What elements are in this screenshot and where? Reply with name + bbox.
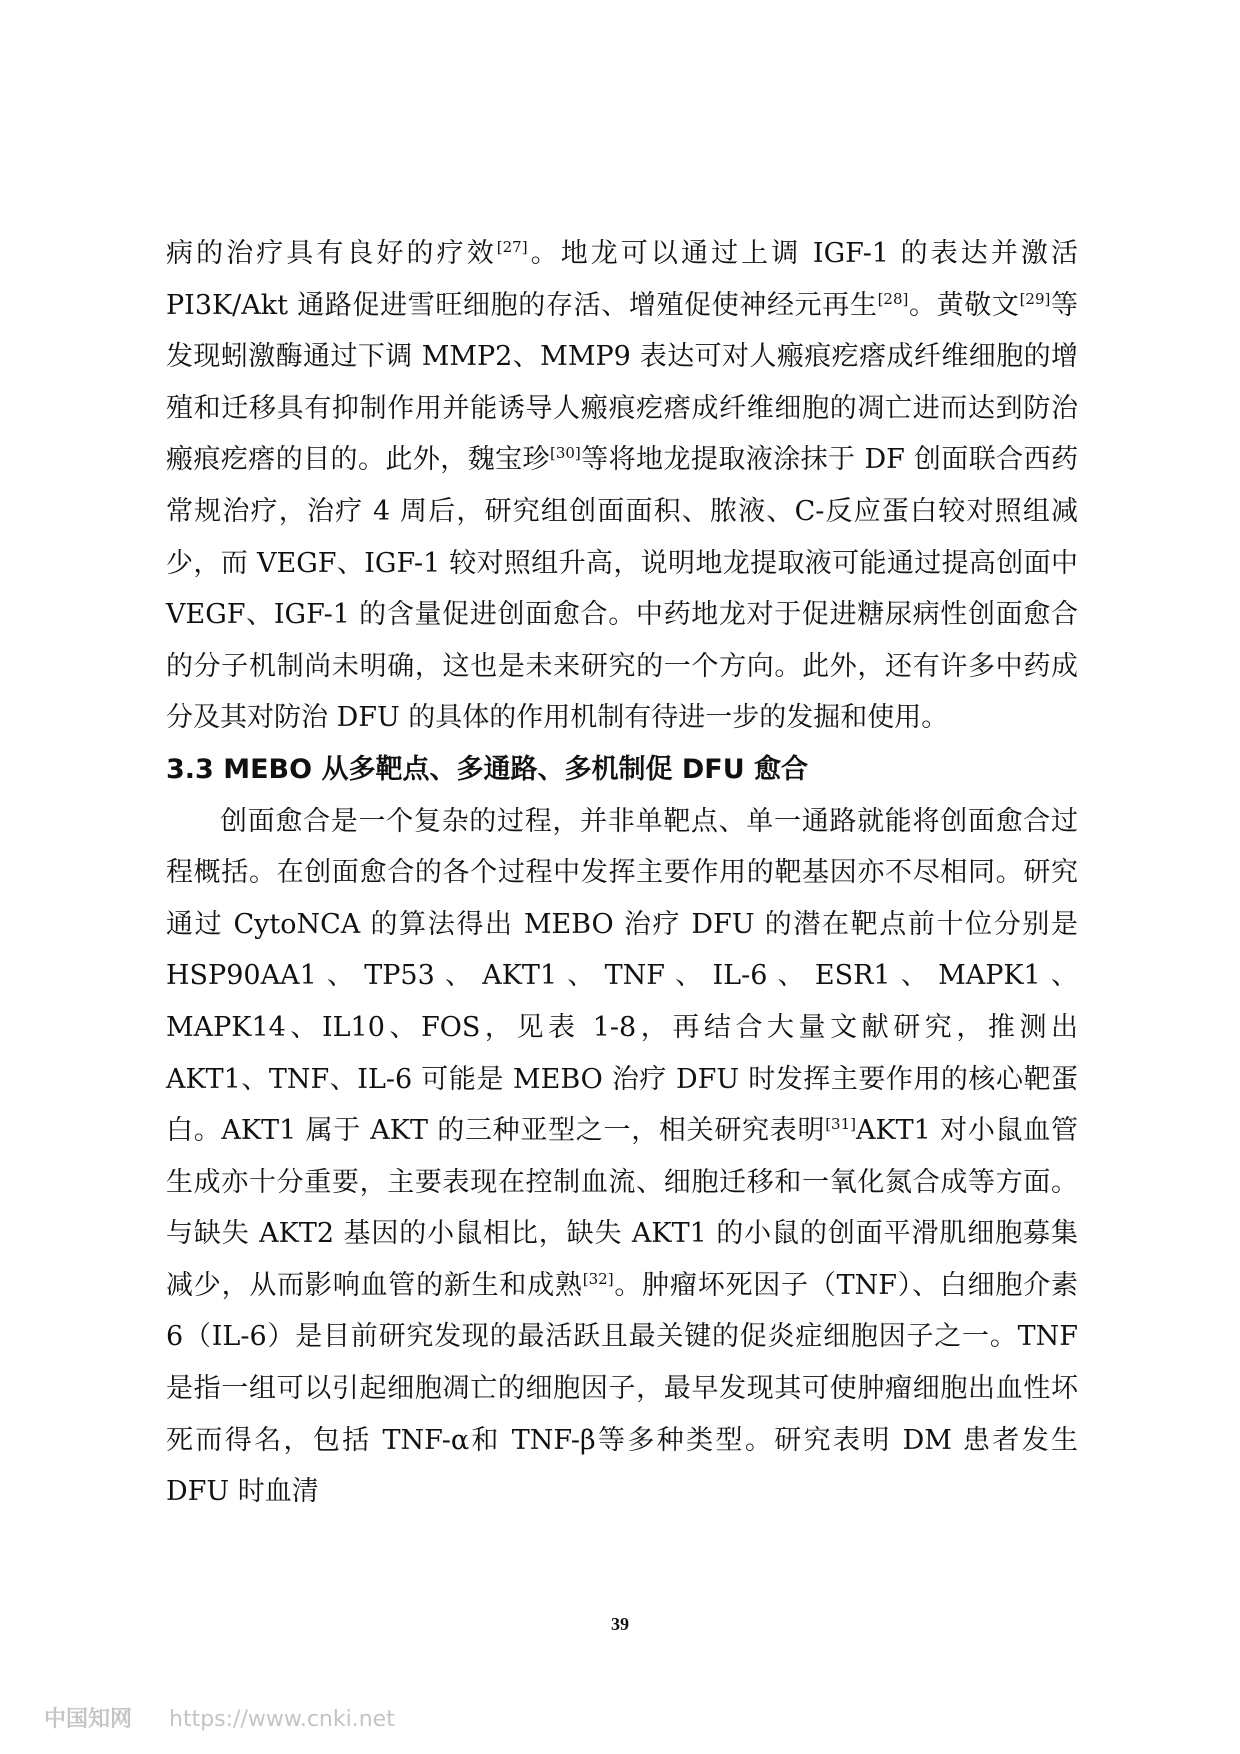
citation-ref: [32] [582, 1269, 614, 1288]
paragraph-text: 等将地龙提取液涂抹于 DF 创面联合西药常规治疗，治疗 4 周后，研究组创面面积、脓液、C-反应蛋白较对照组减少，而 VEGF、IGF-1 较对照组升高，说明地龙提取液可能通过提高创面中 VEGF、IGF-1 的含量促进创面愈合。中药地龙对于促进糖尿病性创面愈合的分子机制尚未明确，这也是未来研究的一个方向。此外，还有许多中药成分及其对防治 DFU 的具体的作用机制有待进一步的发掘和使用。 [166, 444, 1079, 734]
paragraph-2 [166, 796, 1078, 1518]
paragraph-text: 。黄敬文 [908, 289, 1020, 321]
paragraph-text: 病的治疗具有良好的疗效 [166, 238, 497, 269]
citation-ref: [28] [877, 289, 909, 308]
citation-ref: [30] [549, 444, 581, 463]
footer-url[interactable]: https://www.cnki.net [169, 1707, 395, 1732]
paragraph-text: 等发现蚓激酶通过下调 MMP2、MMP9 表达可对人瘢痕疙瘩成纤维细胞的增殖和迁移具有抑制作用并能诱导人瘢痕疙瘩成纤维细胞的凋亡进而达到防治瘢痕疙瘩的目的。此外，魏宝珍 [166, 289, 1078, 476]
paragraph-text: 创面愈合是一个复杂的过程，并非单靶点、单一通路就能将创面愈合过程概括。在创面愈合的各个过程中发挥主要作用的靶基因亦不尽相同。研究通过 CytoNCA 的算法得出 MEBO 治疗 DFU 的潜在靶点前十位分别是 HSP90AA1、TP53、AKT1、TNF、IL-6、ESR1、MAPK1、MAPK14、IL10、FOS，见表 1-8，再结合大量文献研究，推测出 AKT1、TNF、IL-6 可能是 MEBO 治疗 DFU 时发挥主要作用的核心靶蛋白。AKT1 属于 AKT 的三种亚型之一，相关研究表明 [166, 805, 1078, 1147]
footer-watermark [44, 1702, 395, 1733]
citation-ref: [29] [1019, 289, 1051, 308]
paragraph-text: 。地龙可以通过上调 IGF-1 的表达并激活 PI3K/Akt 通路促进雪旺细胞的存活、增殖促使神经元再生 [166, 238, 1078, 321]
cnki-logo: 中国知网 [44, 1707, 133, 1732]
citation-ref: [31] [825, 1115, 856, 1134]
paragraph-text: 。肿瘤坏死因子（TNF）、白细胞介素 6（IL-6）是目前研究发现的最活跃且最关键的促炎症细胞因子之一。TNF 是指一组可以引起细胞凋亡的细胞因子，最早发现其可使肿瘤细胞出血性坏死而得名，包括 TNF-α和 TNF-β等多种类型。研究表明 DM 患者发生 DFU 时血清 [166, 1269, 1079, 1508]
page-number: 39 [611, 1614, 629, 1634]
paragraph-1 [166, 228, 1078, 744]
section-heading: 3.3 MEBO 从多靶点、多通路、多机制促 DFU 愈合 [166, 753, 809, 785]
body-text [166, 228, 1078, 1518]
citation-ref: [27] [496, 238, 528, 256]
paragraph-text: AKT1 对小鼠血管生成亦十分重要，主要表现在控制血流、细胞迁移和一氧化氮合成等方面。与缺失 AKT2 基因的小鼠相比，缺失 AKT1 的小鼠的创面平滑肌细胞募集减少，从而影响血管的新生和成熟 [166, 1115, 1078, 1301]
